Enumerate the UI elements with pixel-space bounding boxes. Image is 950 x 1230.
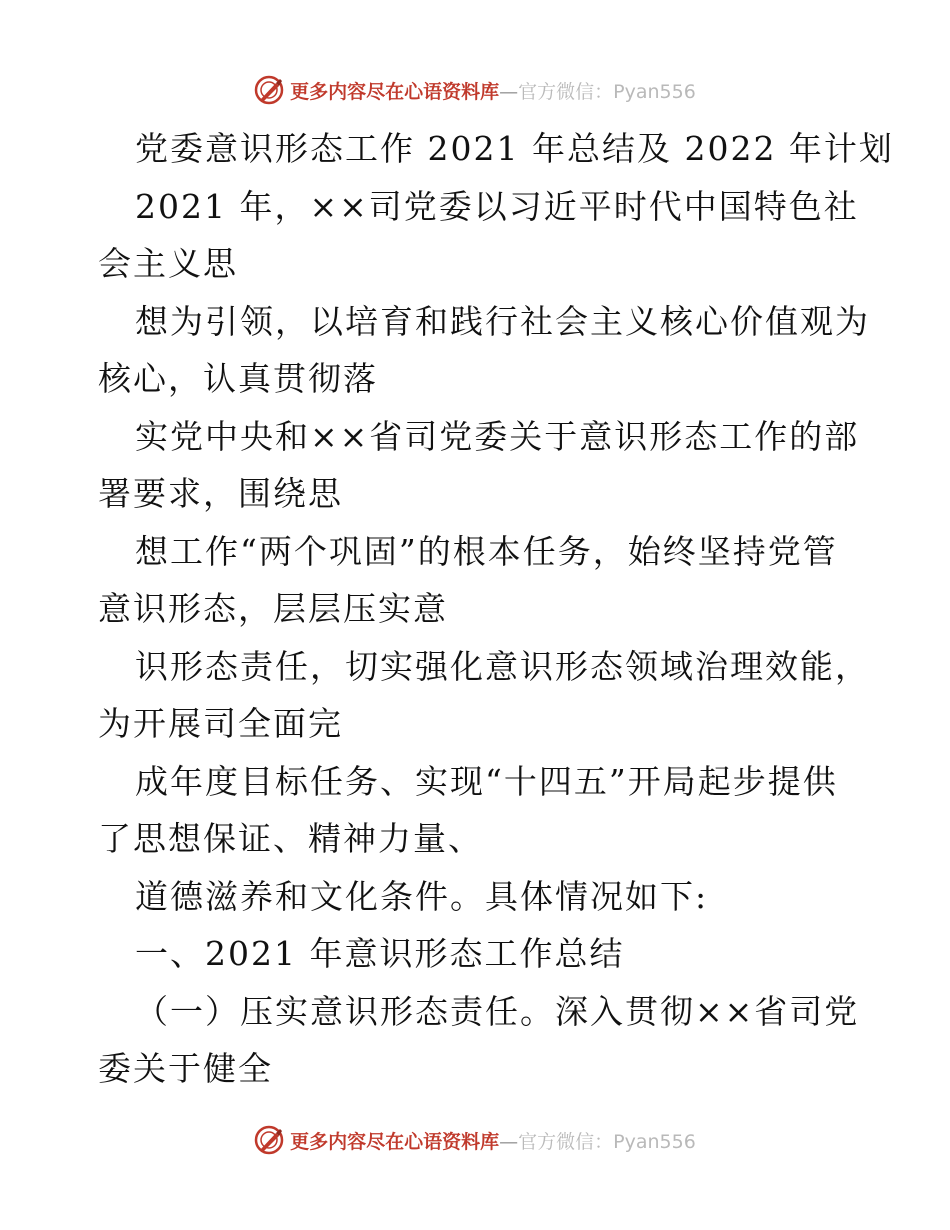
paragraph-line: 核心，认真贯彻落	[98, 359, 378, 398]
paragraph-line: 署要求，围绕思	[98, 474, 343, 513]
footer-banner	[0, 1120, 950, 1160]
section-heading: 一、2021 年意识形态工作总结	[135, 934, 625, 973]
paragraph-line: 识形态责任，切实强化意识形态领域治理效能，	[135, 646, 870, 686]
paragraph-line: 想工作“两个巩固”的根本任务，始终坚持党管	[135, 531, 838, 571]
paragraph-line: 道德滋养和文化条件。具体情况如下:	[135, 876, 709, 916]
document-body	[98, 120, 894, 1098]
banner-dash: —	[499, 80, 519, 103]
paragraph-line: 为开展司全面完	[98, 704, 343, 743]
paragraph-line: 2021 年，××司党委以习近平时代中国特色社	[135, 186, 859, 226]
pen-logo-icon	[254, 1125, 284, 1155]
banner-site-text: 更多内容尽在心语资料库	[290, 80, 500, 103]
banner-wechat-text: 官方微信：Pyan556	[518, 1130, 696, 1153]
pen-logo-icon	[254, 75, 284, 105]
paragraph-line: 会主义思	[98, 244, 238, 283]
paragraph-line: 意识形态，层层压实意	[98, 589, 448, 628]
banner-dash: —	[499, 1130, 519, 1153]
header-banner	[0, 70, 950, 110]
paragraph-line: （一）压实意识形态责任。深入贯彻××省司党	[135, 991, 860, 1031]
paragraph-line: 了思想保证、精神力量、	[98, 819, 483, 858]
paragraph-line: 委关于健全	[98, 1049, 273, 1088]
paragraph-line: 实党中央和××省司党委关于意识形态工作的部	[135, 416, 860, 456]
paragraph-line: 成年度目标任务、实现“十四五”开局起步提供	[135, 761, 838, 801]
paragraph-line: 想为引领，以培育和践行社会主义核心价值观为	[135, 301, 870, 341]
banner-wechat-text: 官方微信：Pyan556	[518, 80, 696, 103]
banner-site-text: 更多内容尽在心语资料库	[290, 1130, 500, 1153]
document-title: 党委意识形态工作 2021 年总结及 2022 年计划	[135, 129, 894, 168]
